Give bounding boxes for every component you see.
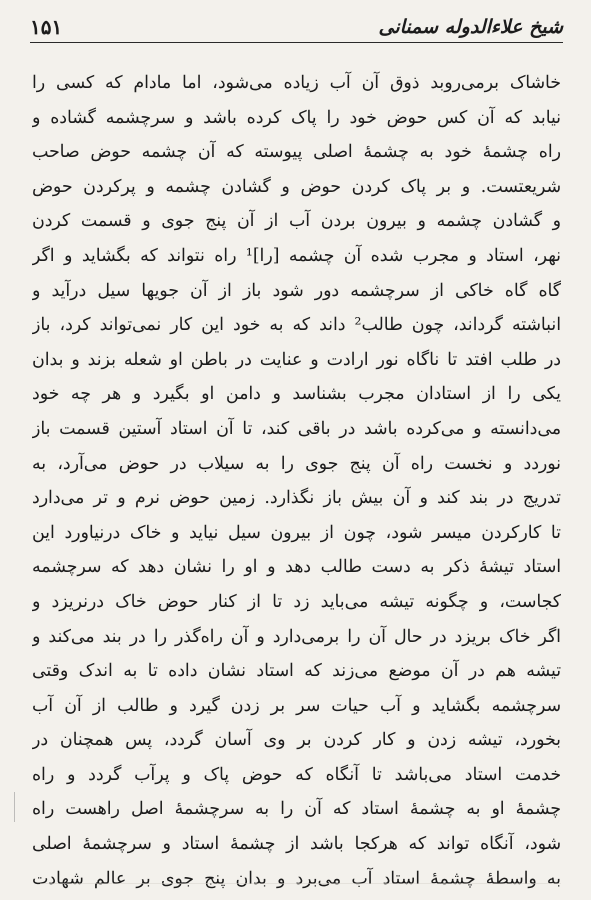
text-line: تیشه هم در آن موضع می‌زند که استاد نشان داده تا به اندک وقتی: [32, 661, 561, 682]
text-line: تدریج در بند کند و آن بیش باز نگذارد. زمین حوض نرم و تر می‌دارد: [32, 488, 561, 509]
text-line: در طلب افتد تا ناگاه نور ارادت و عنایت در باطن او شعله بزند و بدان: [32, 349, 561, 370]
page-header: [30, 14, 563, 43]
text-line: تا کارکردن میسر شود، چون از بیرون سیل نیاید و خاک درنیاورد این: [32, 522, 561, 543]
text-line: نیابد که آن کس حوض خود را پاک کرده باشد و سرچشمه گشاده و: [32, 107, 561, 128]
running-title: شیخ علاءالدوله سمنانی: [378, 16, 563, 38]
text-line: شریعتست. و بر پاک کردن حوض و گشادن چشمه و پرکردن حوض: [32, 176, 561, 197]
text-line: و گشادن چشمه و بیرون بردن آب از آن پنج جوی و قسمت کردن: [32, 211, 561, 232]
body-text: [32, 66, 561, 896]
text-line: نهر، استاد و مجرب شده آن چشمه [را]¹ راه نتواند که بگشاید و اگر: [32, 245, 561, 266]
margin-mark: [14, 792, 15, 822]
text-line: بخورد، تیشه زدن و کار کردن بر وی آسان گردد، پس همچنان در: [32, 730, 561, 751]
text-line: خاشاک برمی‌روبد ذوق آن آب زیاده می‌شود، اما مادام که کسی را: [32, 73, 561, 93]
text-line: راه چشمهٔ خود به چشمهٔ اصلی پیوسته که آن چشمه حوض صاحب: [32, 142, 561, 163]
text-line: سرچشمه بگشاید و آب حیات سر بر زدن گیرد و طالب از آن آب: [32, 695, 561, 716]
text-line: انباشته گرداند، چون طالب² داند که به خود این کار نمی‌تواند کرد، باز: [32, 315, 561, 336]
text-line: یکی را از استادان مجرب بشناسد و دامن او بگیرد و هر چه خود: [32, 384, 561, 405]
text-line: شود، آنگاه تواند که هرکجا باشد از چشمهٔ استاد و سرچشمهٔ اصلی: [32, 834, 561, 855]
text-line: استاد تیشهٔ ذکر به دست طالب دهد و او را نشان دهد که سرچشمه: [32, 557, 561, 578]
text-line: کجاست، و چگونه تیشه می‌باید زد تا از کنار حوض خاک درنریزد و: [32, 591, 561, 612]
text-line: می‌دانسته و می‌کرده باشد در باقی کند، تا آن استاد آستین قسمت باز: [32, 418, 561, 439]
footnote-rule: [40, 883, 561, 896]
text-line: چشمهٔ او به چشمهٔ استاد که آن را به سرچشمهٔ اصل راهست راه: [32, 799, 561, 820]
text-line: نوردد و نخست راه آن پنج جوی را به سیلاب در حوض می‌آرد، به: [32, 453, 561, 474]
page-number: ۱۵۱: [30, 15, 63, 39]
text-line: اگر خاک بریزد در حال آن را برمی‌دارد و آن راه‌گذر را در بند می‌کند و: [32, 626, 561, 647]
text-line: گاه گاه خاکی از سرچشمه دور شود باز از آن جویها سیل درآید و: [32, 280, 561, 301]
text-line: خدمت استاد می‌باشد تا آنگاه که حوض پاک و پرآب گردد و راه: [32, 764, 561, 785]
text-line: به واسطهٔ چشمهٔ استاد آب می‌برد و بدان پنج جوی بر عالم شهادت: [32, 868, 561, 889]
